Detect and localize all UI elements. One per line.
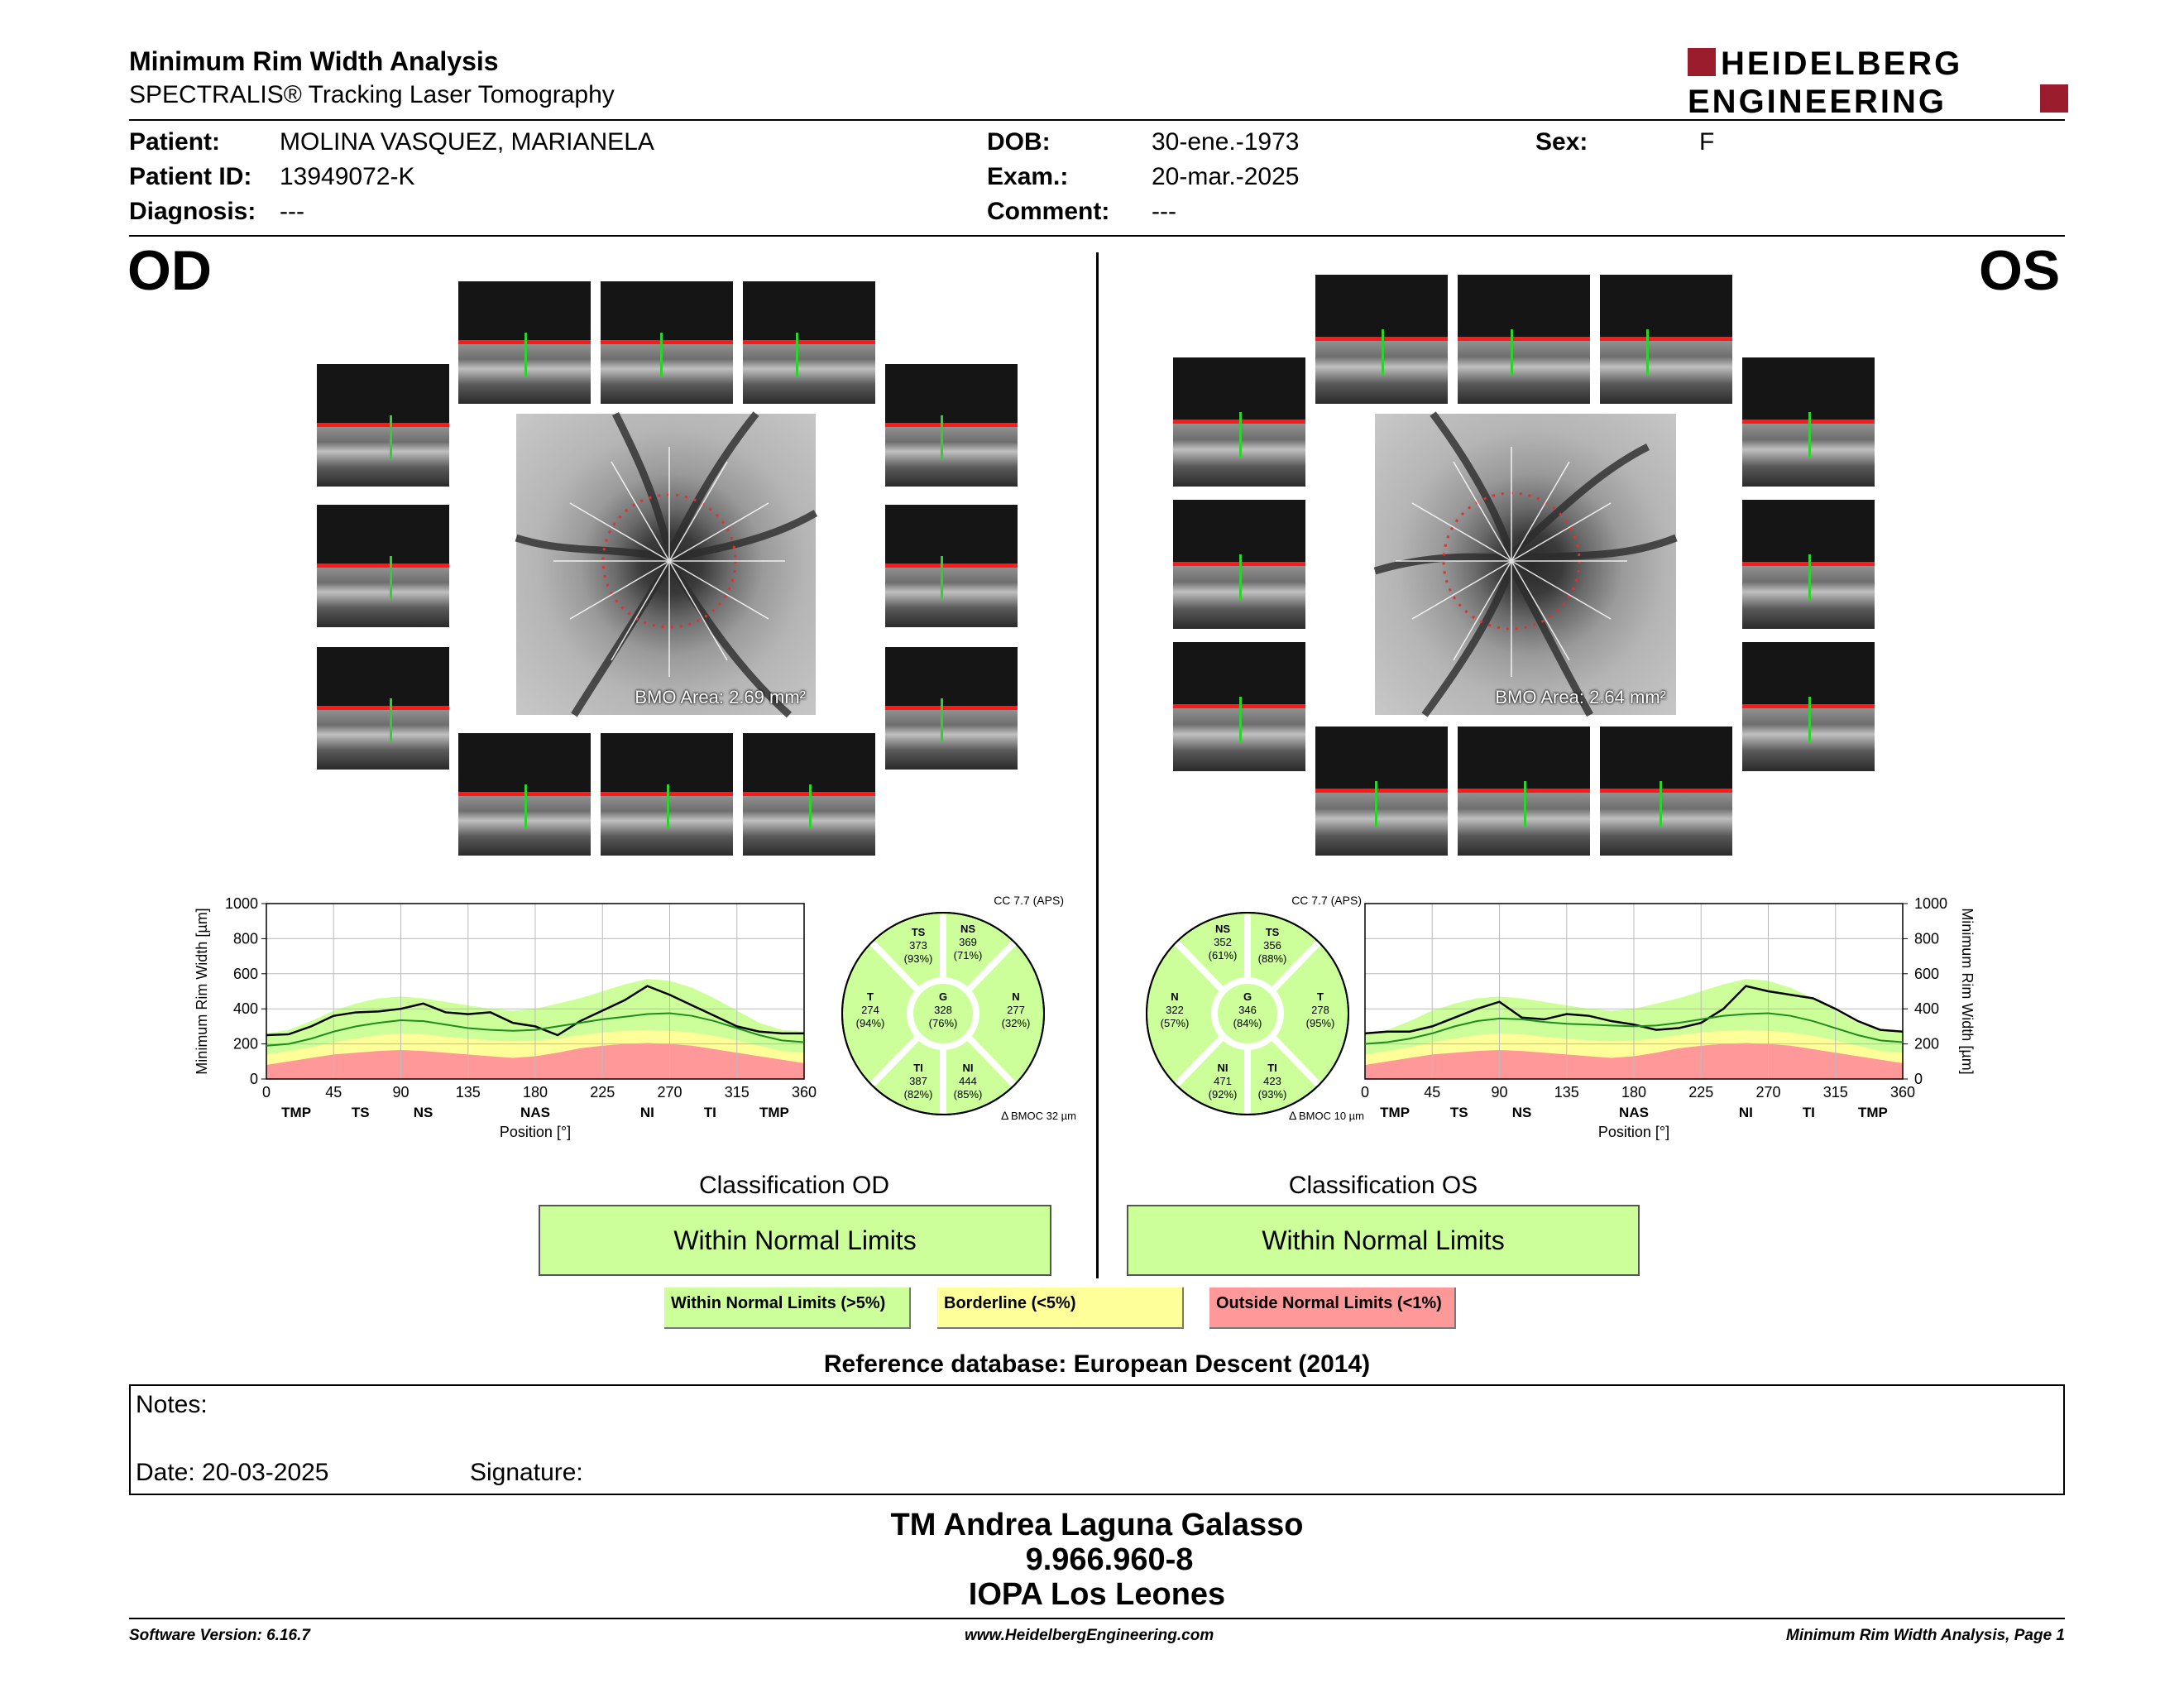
x-tick-label: 315 <box>724 1084 750 1101</box>
sector-axis-label: TMP <box>759 1105 789 1120</box>
signer-name: TM Andrea Laguna Galasso <box>890 1508 1304 1542</box>
od-bscan <box>601 733 733 856</box>
x-tick-label: 315 <box>1822 1084 1848 1101</box>
os-sector-ti-value: 423 <box>1263 1075 1281 1087</box>
os-bscan <box>1742 500 1875 629</box>
eye-label-od: OD <box>127 239 212 302</box>
os-classification-result: Within Normal Limits <box>1127 1205 1640 1276</box>
od-delta-bmoc: BMOC 32 µm <box>1011 1110 1077 1122</box>
legend-normal: Within Normal Limits (>5%) <box>664 1288 911 1329</box>
od-sector-ni-pct: (85%) <box>953 1088 983 1101</box>
od-sector-t-name: T <box>867 990 874 1003</box>
diagnosis-label: Diagnosis: <box>129 198 256 225</box>
x-tick-label: 135 <box>455 1084 481 1101</box>
od-sector-ni-value: 444 <box>959 1075 977 1087</box>
os-sector-t-value: 278 <box>1311 1004 1329 1016</box>
os-bscan <box>1173 642 1305 771</box>
y-tick-label: 0 <box>249 1071 258 1087</box>
os-sector-ti-name: TI <box>1267 1062 1277 1074</box>
x-tick-label: 45 <box>325 1084 342 1101</box>
os-bscan <box>1315 275 1448 404</box>
x-tick-label: 90 <box>392 1084 410 1101</box>
x-tick-label: 0 <box>261 1084 271 1101</box>
x-tick-label: 225 <box>590 1084 615 1101</box>
od-sector-g-pct: (76%) <box>928 1017 958 1029</box>
sector-axis-label: NS <box>1511 1105 1532 1120</box>
od-sector-diagram <box>836 890 1077 1122</box>
notes-date: Date: 20-03-2025 <box>136 1459 329 1486</box>
x-tick-label: 360 <box>791 1084 817 1101</box>
legend-outside: Outside Normal Limits (<1%) <box>1209 1288 1456 1329</box>
diagnosis-value: --- <box>280 198 304 225</box>
y-tick-label: 800 <box>232 930 258 947</box>
od-sector-ts-value: 373 <box>909 939 927 952</box>
os-sector-ts-name: TS <box>1265 926 1280 938</box>
y-tick-label: 200 <box>1914 1035 1940 1053</box>
x-tick-label: 135 <box>1554 1084 1579 1101</box>
od-fundus-image <box>516 414 816 715</box>
x-tick-label: 360 <box>1889 1084 1916 1101</box>
od-rim-width-chart <box>190 894 836 1175</box>
patient-name: MOLINA VASQUEZ, MARIANELA <box>280 128 654 156</box>
od-sector-ni-name: NI <box>962 1062 974 1074</box>
report-subtitle: SPECTRALIS® Tracking Laser Tomography <box>129 81 615 108</box>
sector-axis-label: TS <box>1449 1105 1468 1120</box>
od-bscan <box>458 733 591 856</box>
website-link[interactable]: www.HeidelbergEngineering.com <box>965 1627 1214 1644</box>
x-tick-label: 225 <box>1688 1084 1714 1101</box>
sex-value: F <box>1699 128 1715 156</box>
sector-axis-label: TMP <box>281 1105 312 1120</box>
delta-icon: Δ <box>1289 1109 1297 1122</box>
os-cc-label: CC 7.7 (APS) <box>1291 894 1362 907</box>
od-classification-result: Within Normal Limits <box>539 1205 1051 1276</box>
sex-label: Sex: <box>1535 128 1588 156</box>
y-tick-label: 400 <box>232 1000 258 1018</box>
os-fundus-image <box>1375 414 1676 715</box>
dob-label: DOB: <box>987 128 1051 156</box>
dob-value: 30-ene.-1973 <box>1152 128 1300 156</box>
od-bscan <box>317 647 449 770</box>
legend-borderline: Borderline (<5%) <box>937 1288 1184 1329</box>
x-tick-label: 270 <box>657 1084 682 1101</box>
os-bscan <box>1600 727 1732 856</box>
od-classification-title: Classification OD <box>698 1172 890 1199</box>
od-bmo-area: BMO Area: 2.69 mm² <box>635 687 806 707</box>
os-bscan <box>1458 727 1590 856</box>
os-sector-n-name: N <box>1171 990 1179 1003</box>
od-sector-ts-name: TS <box>911 926 926 938</box>
od-sector-ti-pct: (82%) <box>903 1088 933 1101</box>
os-sector-ts-pct: (88%) <box>1257 952 1287 965</box>
logo-line-1: HEIDELBERG <box>1721 46 1963 82</box>
y-tick-label: 800 <box>1914 930 1940 947</box>
od-sector-ts-pct: (93%) <box>903 952 933 965</box>
notes-label: Notes: <box>136 1391 208 1418</box>
os-sector-n-value: 322 <box>1166 1004 1184 1016</box>
od-sector-ns-pct: (71%) <box>953 949 983 961</box>
y-tick-label: 200 <box>232 1035 258 1053</box>
x-tick-label: 180 <box>522 1084 548 1101</box>
os-sector-ns-value: 352 <box>1214 936 1232 948</box>
os-rim-width-chart <box>1357 894 1985 1175</box>
y-tick-label: 400 <box>1914 1000 1940 1018</box>
os-bscan <box>1600 275 1732 404</box>
od-bscan <box>743 281 875 404</box>
exam-value: 20-mar.-2025 <box>1152 163 1300 190</box>
delta-icon: Δ <box>1001 1109 1009 1122</box>
sector-axis-label: TMP <box>1380 1105 1410 1120</box>
od-sector-t-value: 274 <box>861 1004 879 1016</box>
os-sector-ns-pct: (61%) <box>1208 949 1238 961</box>
x-tick-label: 90 <box>1491 1084 1508 1101</box>
od-sector-g-name: G <box>938 990 948 1003</box>
sector-axis-label: TS <box>351 1105 370 1120</box>
x-tick-label: 180 <box>1621 1084 1647 1101</box>
od-sector-g-value: 328 <box>934 1004 952 1016</box>
patient-id-label: Patient ID: <box>129 163 252 190</box>
software-version: Software Version: 6.16.7 <box>129 1627 310 1644</box>
os-sector-ni-name: NI <box>1217 1062 1228 1074</box>
logo-line-2: ENGINEERING <box>1688 84 1947 120</box>
od-sector-t-pct: (94%) <box>855 1017 885 1029</box>
os-sector-ns-name: NS <box>1214 923 1231 935</box>
os-bmo-area: BMO Area: 2.64 mm² <box>1495 687 1666 707</box>
comment-label: Comment: <box>987 198 1110 225</box>
os-sector-diagram <box>1133 890 1365 1121</box>
os-sector-g-name: G <box>1243 990 1252 1003</box>
x-tick-label: 270 <box>1755 1084 1781 1101</box>
y-tick-label: 1000 <box>224 895 258 912</box>
eye-divider <box>1096 252 1099 1278</box>
od-sector-n-name: N <box>1012 990 1020 1003</box>
sector-axis-label: NAS <box>520 1105 550 1120</box>
sector-axis-label: NAS <box>1619 1105 1649 1120</box>
os-sector-t-pct: (95%) <box>1305 1017 1335 1029</box>
patient-id: 13949072-K <box>280 163 415 190</box>
page-label: Minimum Rim Width Analysis, Page 1 <box>1786 1627 2065 1644</box>
notes-signature: Signature: <box>470 1459 583 1486</box>
od-sector-ti-name: TI <box>913 1062 923 1074</box>
od-bscan <box>885 505 1018 627</box>
sector-axis-label: NS <box>413 1105 433 1120</box>
exam-label: Exam.: <box>987 163 1069 190</box>
y-tick-label: 0 <box>1914 1071 1923 1087</box>
od-sector-ns-value: 369 <box>959 936 977 948</box>
signer-rut: 9.966.960-8 <box>1025 1542 1194 1577</box>
od-bscan <box>885 364 1018 487</box>
os-sector-ts-value: 356 <box>1263 939 1281 952</box>
od-bscan <box>317 364 449 487</box>
os-bscan <box>1742 642 1875 771</box>
sector-axis-label: TMP <box>1857 1105 1888 1120</box>
os-sector-t-name: T <box>1317 990 1324 1003</box>
y-axis-title: Minimum Rim Width [µm] <box>1959 908 1976 1075</box>
os-classification-title: Classification OS <box>1288 1172 1478 1199</box>
sector-axis-label: NI <box>1738 1105 1753 1120</box>
od-sector-ti-value: 387 <box>909 1075 927 1087</box>
sector-axis-label: TI <box>1802 1105 1815 1120</box>
reference-database: Reference database: European Descent (2014) <box>823 1350 1371 1378</box>
os-sector-ni-pct: (92%) <box>1208 1088 1238 1101</box>
os-bscan <box>1742 357 1875 487</box>
os-bscan <box>1458 275 1590 404</box>
od-cc-label: CC 7.7 (APS) <box>994 894 1064 907</box>
y-tick-label: 600 <box>232 965 258 982</box>
comment-value: --- <box>1152 198 1176 225</box>
os-sector-ni-value: 471 <box>1214 1075 1232 1087</box>
notes-box[interactable] <box>129 1384 2065 1495</box>
patient-name-label: Patient: <box>129 128 221 156</box>
x-axis-title: Position [°] <box>1597 1124 1670 1140</box>
y-tick-label: 1000 <box>1914 895 1948 912</box>
y-tick-label: 600 <box>1914 965 1940 982</box>
od-bscan <box>317 505 449 627</box>
signer-clinic: IOPA Los Leones <box>968 1577 1226 1612</box>
os-bscan <box>1173 500 1305 629</box>
sector-axis-label: NI <box>639 1105 654 1120</box>
report-title: Minimum Rim Width Analysis <box>129 46 499 76</box>
od-sector-ns-name: NS <box>960 923 976 935</box>
od-bscan <box>601 281 733 404</box>
x-tick-label: 45 <box>1424 1084 1441 1101</box>
sector-axis-label: TI <box>703 1105 716 1120</box>
os-sector-n-pct: (57%) <box>1160 1017 1190 1029</box>
os-bscan <box>1315 727 1448 856</box>
od-bscan <box>458 281 591 404</box>
os-delta-bmoc: BMOC 10 µm <box>1299 1110 1365 1122</box>
od-bscan <box>885 647 1018 770</box>
od-bscan <box>743 733 875 856</box>
os-sector-g-pct: (84%) <box>1233 1017 1262 1029</box>
x-axis-title: Position [°] <box>499 1124 572 1140</box>
od-sector-n-pct: (32%) <box>1001 1017 1031 1029</box>
os-sector-g-value: 346 <box>1238 1004 1257 1016</box>
heidelberg-logo <box>1688 46 2070 120</box>
os-sector-ti-pct: (93%) <box>1257 1088 1287 1101</box>
eye-label-os: OS <box>1979 239 2061 302</box>
os-bscan <box>1173 357 1305 487</box>
od-sector-n-value: 277 <box>1007 1004 1025 1016</box>
y-axis-title: Minimum Rim Width [µm] <box>194 908 210 1075</box>
x-tick-label: 0 <box>1360 1084 1370 1101</box>
